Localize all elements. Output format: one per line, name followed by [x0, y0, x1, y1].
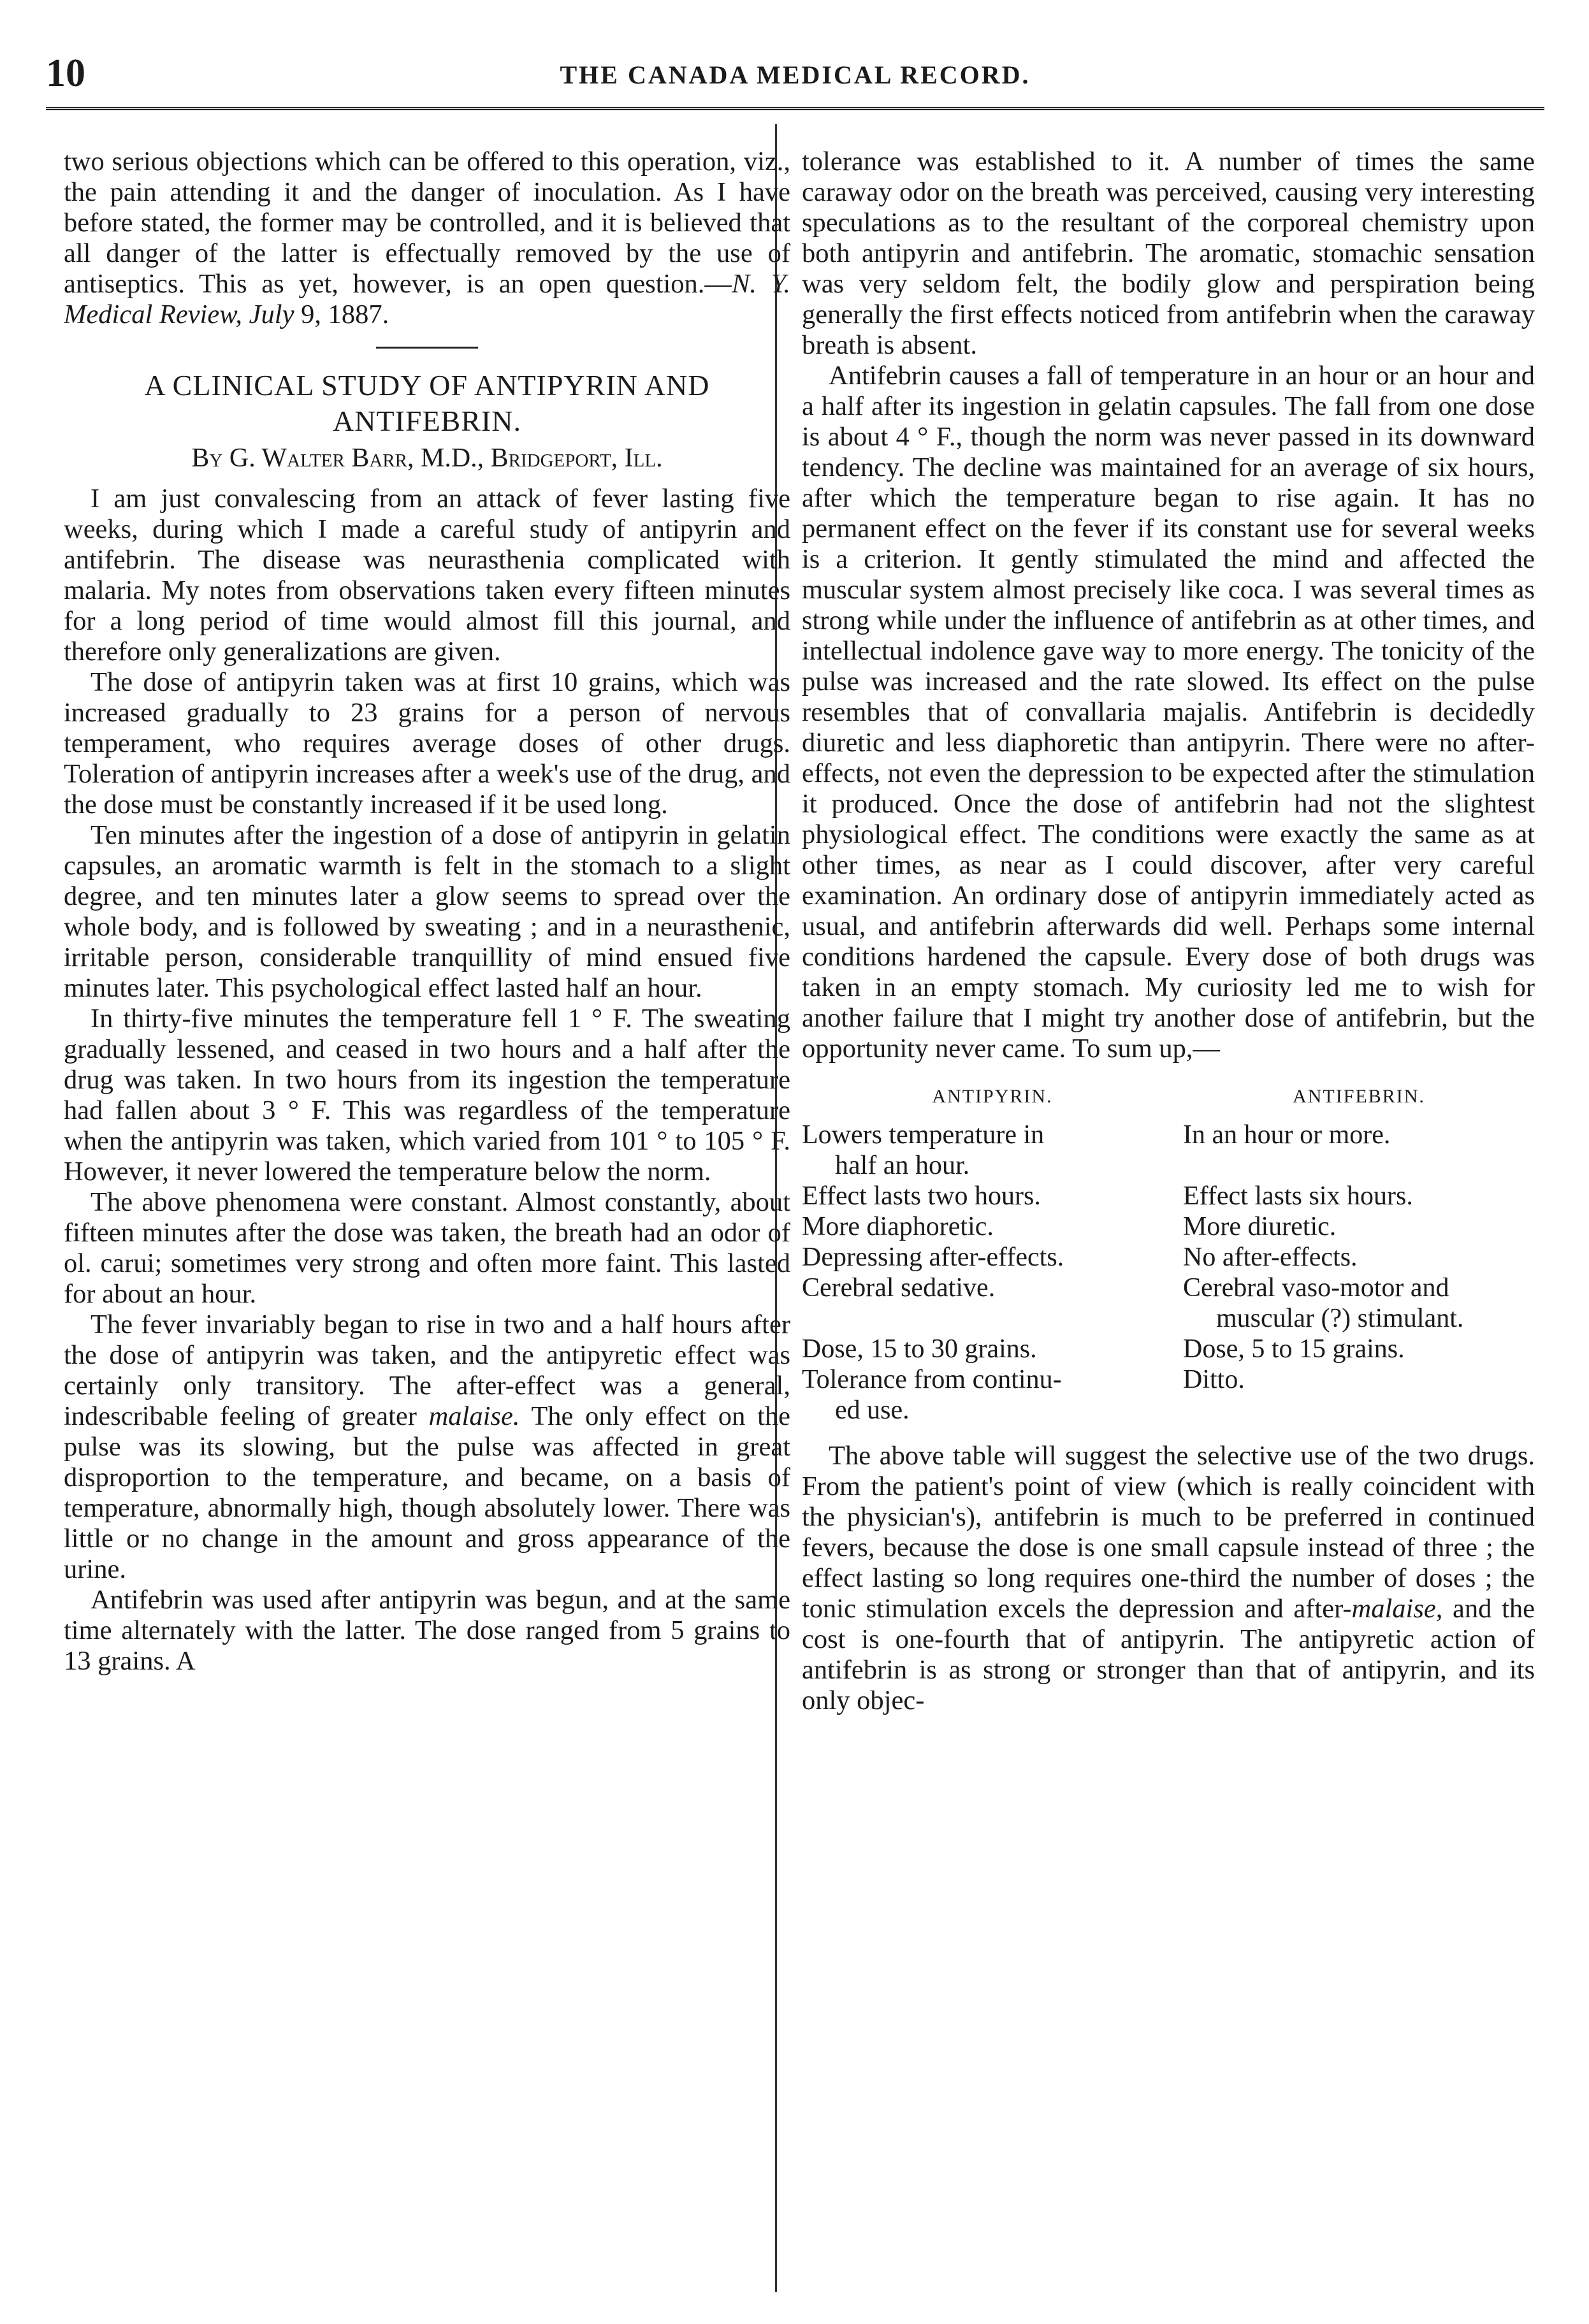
table-row: Depressing after-effects. No after-effects.: [802, 1243, 1358, 1272]
page-number: 10: [46, 52, 85, 95]
paragraph: Antifebrin causes a fall of temperature in an hour or an hour and a half after its ingestion in gelatin capsules. The fall from one dose is about 4 ° F., though the norm was never passed in its downward tendency. The decline was maintained for an average of six hours, after which the temperature began to rise again. It has no permanent effect on the fever if its constant use for several weeks is a criterion. It gently stimulated the mind and affected the muscular system almost precisely like coca. I was several times as strong while under the influence of antifebrin as at other times, and intellectual indolence gave way to more energy. The tonicity of the pulse was increased and the rate slowed. Its effect on the pulse resembles that of convallaria majalis. Antifebrin is decidedly diuretic and less diaphoretic than antipyrin. There were no after-effects, not even the depression to be expected after the stimulation it produced. Once the dose of antifebrin had not the slightest physiological effect. The conditions were exactly the same as at other times, as near as I could discover, after very careful examination. An ordinary dose of antipyrin immediately acted as usual, and antifebrin afterwards did well. Perhaps some internal conditions hardened the capsule. Every dose of both drugs was taken in an empty stomach. My curiosity led me to wish for another failure that I might try another dose of antifebrin, but the opportunity never came. To sum up,—: [802, 361, 1535, 1064]
paragraph: The above table will suggest the selective use of the two drugs. From the patient's point of view (which is really coincident with the physician's), antifebrin is much to be preferred in continued fevers, because the dose is one small capsule instead of three ; the effect lasting so long requires one-third the number of doses ; the tonic stimulation excels the depression and after-malaise, and the cost is one-fourth that of antipyrin. The antipyretic action of antifebrin is as strong or stronger than that of antipyrin, and its only objec-: [802, 1441, 1535, 1715]
table-row: Lowers temperature in half an hour. In an hour or more.: [802, 1120, 1391, 1180]
paragraph: The fever invariably began to rise in two and a half hours after the dose of antipyrin was taken, and the antipyretic effect was certainly only transitory. The after-effect was a general, indescribable feeling of greater malaise. The only effect on the pulse was its slowing, but the pulse was affected in great disproportion to the temperature, and became, on a basis of temperature, abnormally high, though absolutely lower. There was little or no change in the amount and gross appearance of the urine.: [64, 1310, 790, 1584]
page-header: [46, 51, 1544, 96]
table-row: Cerebral sedative. Cerebral vaso-motor and muscular (?) stimulant.: [802, 1273, 1464, 1333]
table-header-antifebrin: ANTIFEBRIN.: [1293, 1086, 1425, 1107]
article-title: A CLINICAL STUDY OF ANTIPYRIN AND ANTIFEBRIN.: [144, 369, 710, 437]
paragraph: Ten minutes after the ingestion of a dose of antipyrin in gelatin capsules, an aromatic warmth is felt in the stomach to a slight degree, and ten minutes later a glow seems to spread over the whole body, and is followed by sweating ; and in a neurasthenic, irritable person, considerable tranquillity of mind ensued five minutes later. This psychological effect lasted half an hour.: [64, 820, 790, 1003]
section-divider: [376, 347, 478, 349]
right-column: [802, 147, 1535, 1716]
paragraph: tolerance was established to it. A number of times the same caraway odor on the breath was perceived, causing very interesting speculations as to the resultant of the corporeal chemistry upon both antipyrin and antifebrin. The aromatic, stomachic sensation was very seldom felt, the bodily glow and perspiration being generally the first effects noticed from antifebrin when the caraway breath is absent.: [802, 147, 1535, 360]
table-row: Effect lasts two hours. Effect lasts six hours.: [802, 1181, 1413, 1211]
table-header-antipyrin: ANTIPYRIN.: [932, 1086, 1053, 1107]
paragraph: The above phenomena were constant. Almost constantly, about fifteen minutes after the dose was taken, the breath had an odor of ol. carui; sometimes very strong and often more faint. This lasted for about an hour.: [64, 1187, 790, 1309]
comparison-table: [802, 1081, 1535, 1425]
left-column: [64, 147, 790, 1677]
paragraph: two serious objections which can be offered to this operation, viz., the pain attending it and the danger of inoculation. As I have before stated, the former may be controlled, and it is believed that all danger of the latter is effectually removed by the use of antiseptics. This as yet, however, is an open question.—N. Y. Medical Review, July 9, 1887.: [64, 147, 790, 329]
paragraph: I am just convalescing from an attack of fever lasting five weeks, during which I made a careful study of antipyrin and antifebrin. The disease was neurasthenia complicated with malaria. My notes from observations taken every fifteen minutes for a long period of time would almost fill this journal, and therefore only generalizations are given.: [64, 484, 790, 667]
header-rule: [46, 107, 1544, 115]
citation: N. Y. Medical Review, July: [64, 269, 790, 329]
running-title: THE CANADA MEDICAL RECORD.: [560, 61, 1031, 89]
paragraph: The dose of antipyrin taken was at first 10 grains, which was increased gradually to 23 grains for a person of nervous temperament, who requires average doses of other drugs. Toleration of antipyrin increases after a week's use of the drug, and the dose must be constantly increased if it be used long.: [64, 667, 790, 819]
paragraph: In thirty-five minutes the temperature fell 1 ° F. The sweating gradually lessened, and ceased in two hours and a half after the drug was taken. In two hours from its ingestion the temperature had fallen about 3 ° F. This was regardless of the temperature when the antipyrin was taken, which varied from 101 ° to 105 ° F. However, it never lowered the temperature below the norm.: [64, 1004, 790, 1187]
paragraph: Antifebrin was used after antipyrin was begun, and at the same time alternately with the latter. The dose ranged from 5 grains to 13 grains. A: [64, 1585, 790, 1676]
byline: By G. Walter Barr, M.D., Bridgeport, Ill.: [191, 444, 663, 473]
table-row: More diaphoretic. More diuretic.: [802, 1212, 1337, 1241]
table-row: Dose, 15 to 30 grains. Dose, 5 to 15 grains.: [802, 1334, 1405, 1364]
table-row: Tolerance from continu- ed use. Ditto.: [802, 1365, 1245, 1425]
